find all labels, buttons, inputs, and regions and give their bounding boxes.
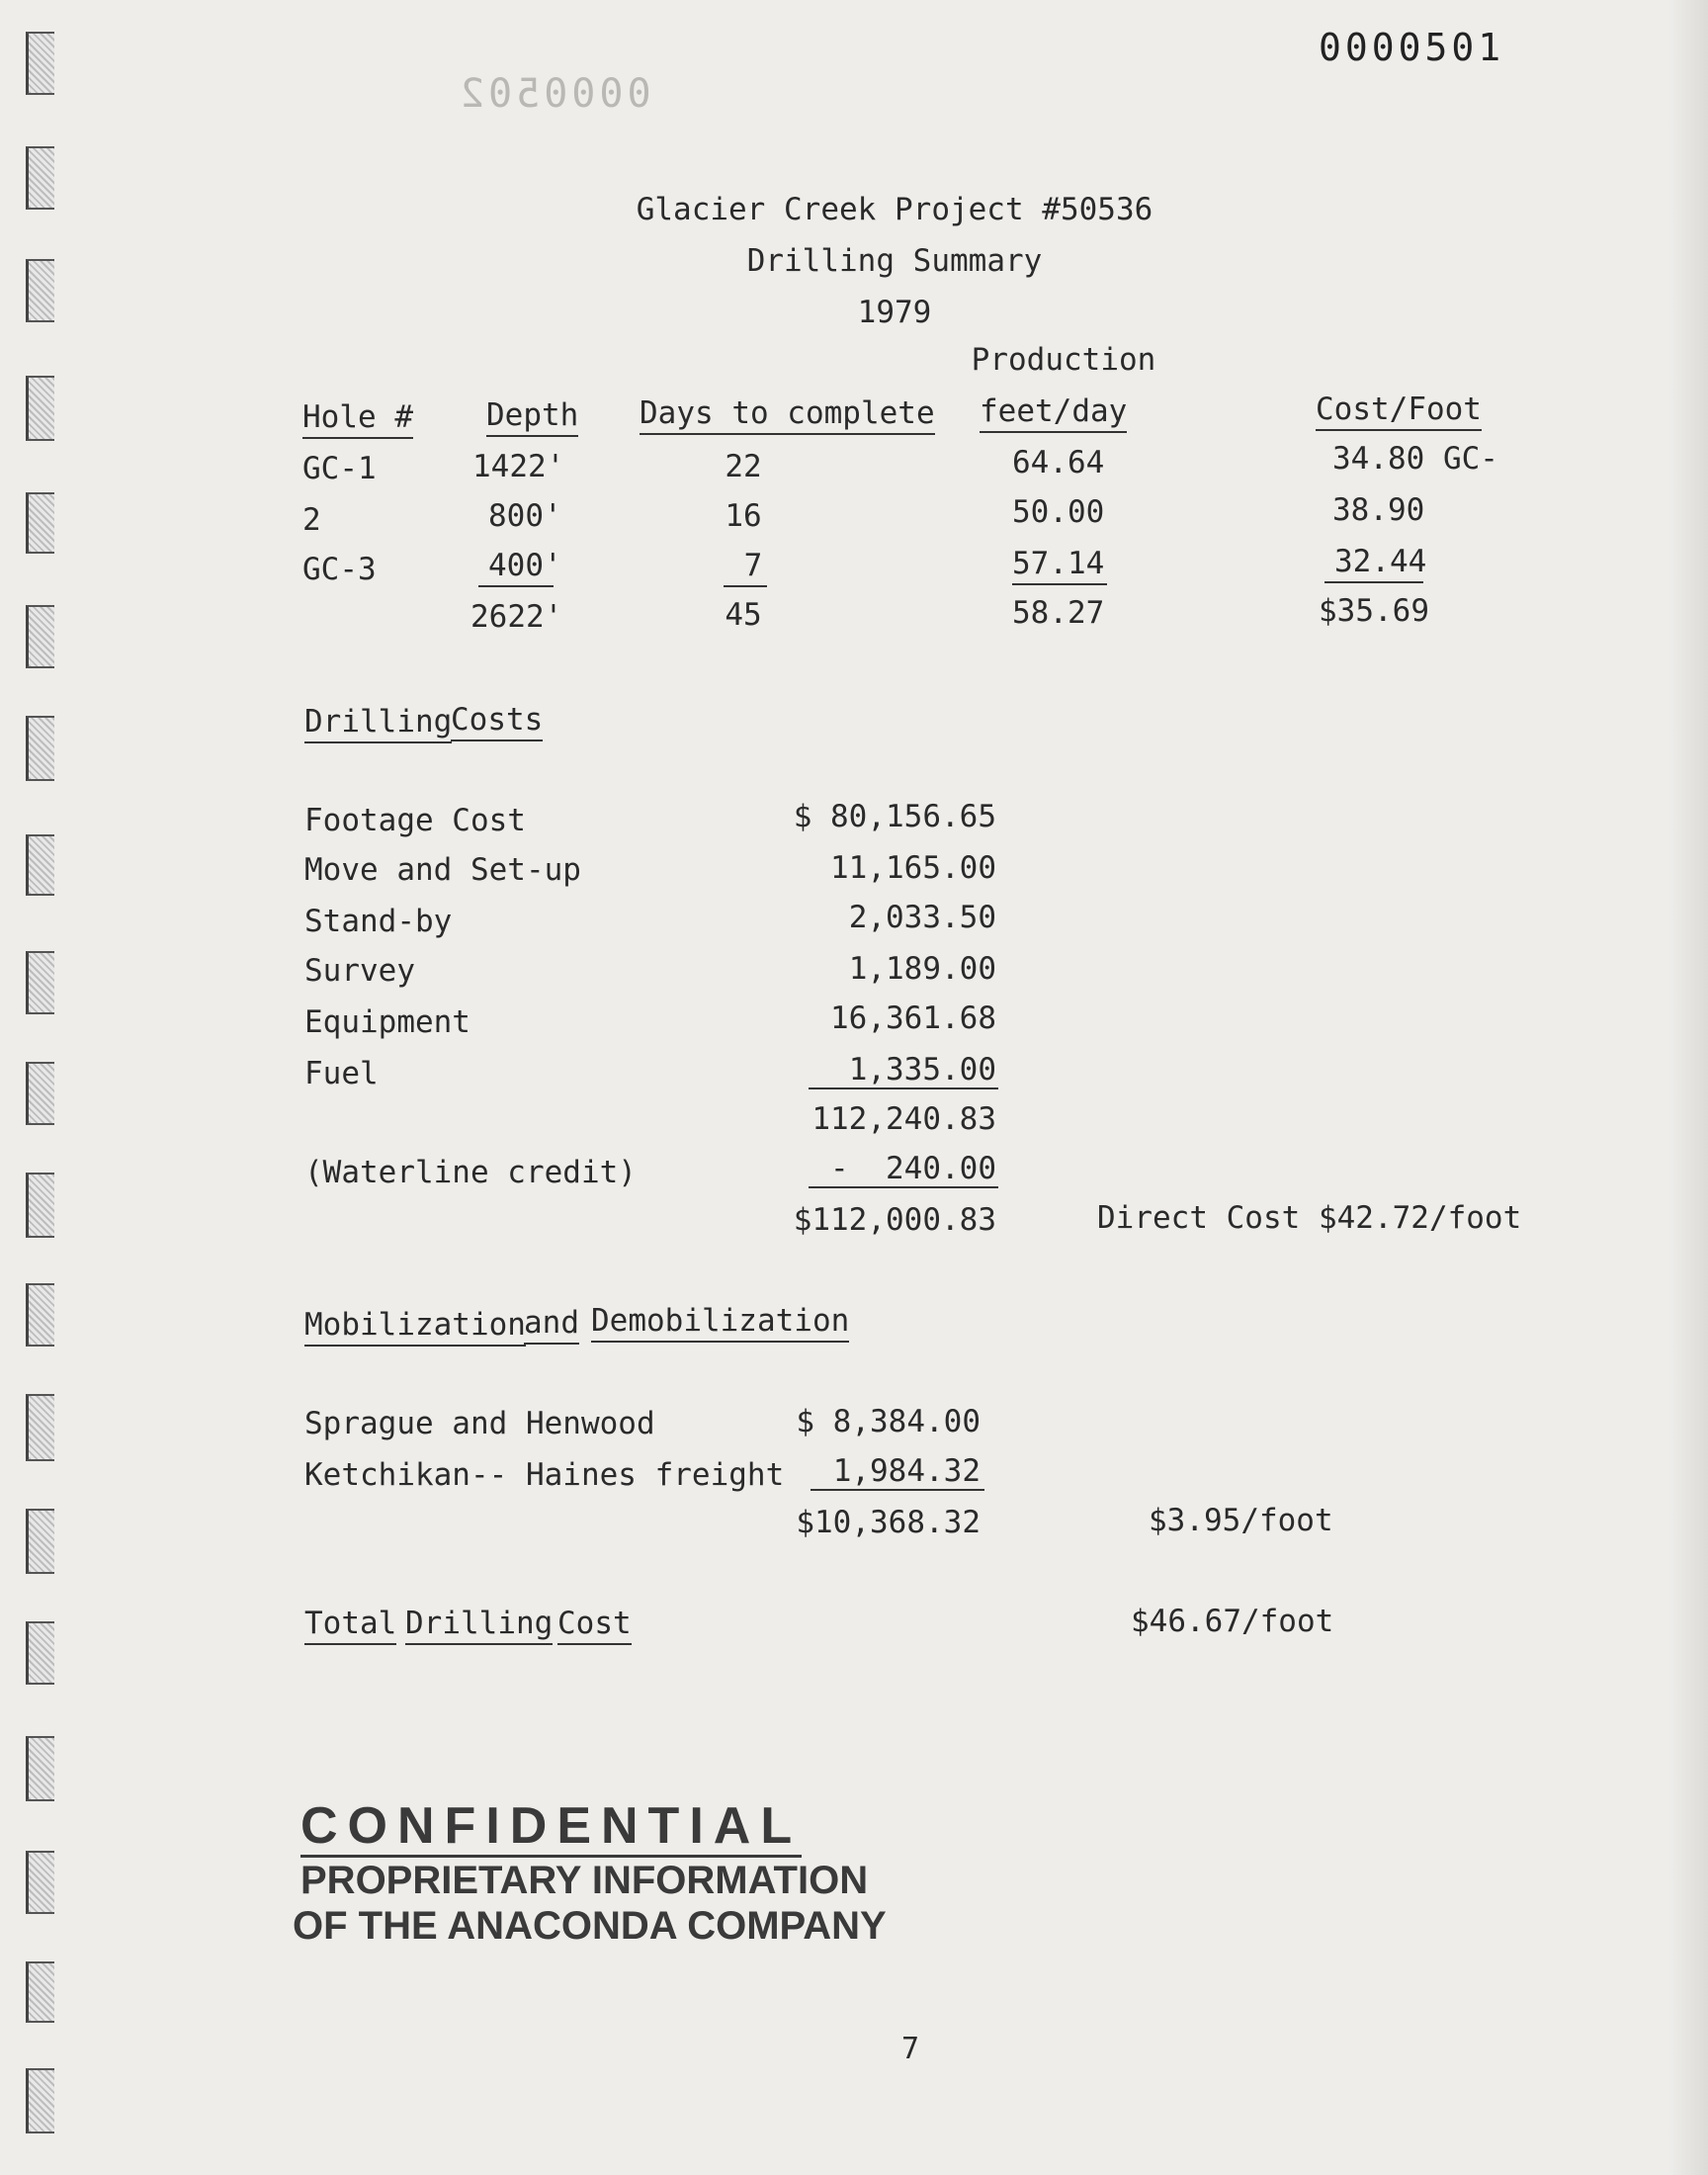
binding-mark: [26, 1283, 54, 1347]
document-year: 1979: [857, 295, 932, 330]
mobilization-heading-c: Demobilization: [591, 1303, 849, 1343]
credit-label: (Waterline credit): [304, 1155, 637, 1190]
binding-mark: [26, 376, 54, 441]
stamp-company: OF THE ANACONDA COMPANY: [293, 1904, 887, 1948]
underline-freight: [811, 1489, 984, 1491]
binding-mark: [26, 492, 54, 554]
row2-cost: 38.90: [1332, 492, 1425, 528]
row2-depth: 800': [488, 498, 562, 534]
drilling-costs-total: $112,000.83: [793, 1202, 996, 1238]
credit-value: - 240.00: [830, 1151, 996, 1186]
row1-hole: GC-1: [302, 451, 377, 486]
row4-days: 45: [725, 597, 762, 633]
binding-mark: [26, 2068, 54, 2133]
mobilization-label-freight: Ketchikan-- Haines freight: [304, 1457, 785, 1493]
binding-mark: [26, 1509, 54, 1574]
cost-value-equipment: 16,361.68: [830, 1000, 996, 1036]
binding-mark: [26, 834, 54, 896]
mobilization-heading-b: and: [524, 1305, 579, 1345]
row3-cost: 32.44: [1334, 544, 1427, 579]
binding-mark: [26, 605, 54, 668]
binding-mark: [26, 146, 54, 210]
total-drilling-per-foot: $46.67/foot: [1131, 1604, 1334, 1639]
cost-label-move: Move and Set-up: [304, 852, 581, 888]
row3-days: 7: [743, 548, 763, 583]
cost-value-fuel: 1,335.00: [848, 1052, 996, 1088]
underline-credit: [809, 1186, 998, 1188]
cost-value-footage: $ 80,156.65: [793, 799, 996, 834]
row4-cost: $35.69: [1319, 593, 1429, 629]
row1-days: 22: [725, 449, 762, 484]
mobilization-value-freight: 1,984.32: [832, 1453, 981, 1489]
binding-mark: [26, 1621, 54, 1685]
total-drilling-label-b: Drilling: [405, 1606, 553, 1645]
cost-value-move: 11,165.00: [830, 850, 996, 886]
row3-hole: GC-3: [302, 552, 377, 587]
cost-label-fuel: Fuel: [304, 1056, 379, 1091]
drilling-costs-heading-b: Costs: [451, 702, 543, 741]
cost-label-equipment: Equipment: [304, 1004, 470, 1040]
binding-mark: [26, 1736, 54, 1801]
row1-depth: 1422': [472, 449, 565, 484]
page-edge-shadow: [1668, 0, 1708, 2175]
document-subtitle: Drilling Summary: [746, 243, 1043, 279]
mobilization-label-sprague: Sprague and Henwood: [304, 1406, 655, 1441]
row1-production: 64.64: [1012, 445, 1105, 480]
direct-cost-per-foot: Direct Cost $42.72/foot: [1097, 1200, 1522, 1236]
row2-production: 50.00: [1012, 494, 1105, 530]
header-hole: Hole #: [302, 399, 413, 439]
bleed-through-number: 0000502: [457, 71, 651, 117]
cost-label-standby: Stand-by: [304, 904, 453, 939]
row2-hole: 2: [302, 502, 321, 538]
binding-mark: [26, 1851, 54, 1914]
header-cost-per-foot: Cost/Foot: [1316, 392, 1482, 431]
binding-mark: [26, 1961, 54, 2023]
total-drilling-label-a: Total: [304, 1606, 396, 1645]
cost-value-standby: 2,033.50: [848, 900, 996, 935]
mobilization-total: $10,368.32: [796, 1505, 981, 1540]
row4-production: 58.27: [1012, 595, 1105, 631]
binding-mark: [26, 716, 54, 781]
document-number: 0000501: [1319, 26, 1505, 69]
document-title: Glacier Creek Project #50536: [636, 192, 1153, 227]
cost-label-survey: Survey: [304, 953, 415, 989]
row3-depth: 400': [488, 548, 562, 583]
header-depth: Depth: [486, 397, 578, 437]
row3-production: 57.14: [1012, 546, 1105, 581]
header-production: Production: [971, 342, 1156, 378]
binding-mark: [26, 1173, 54, 1238]
underline-cost: [1324, 581, 1423, 583]
page-number: 7: [901, 2032, 920, 2066]
mobilization-per-foot: $3.95/foot: [1149, 1503, 1333, 1538]
header-feet-per-day: feet/day: [980, 393, 1127, 433]
mobilization-value-sprague: $ 8,384.00: [796, 1404, 981, 1439]
header-days: Days to complete: [640, 395, 935, 435]
binding-mark: [26, 1062, 54, 1125]
binding-mark: [26, 32, 54, 95]
cost-subtotal: 112,240.83: [811, 1101, 996, 1137]
cost-value-survey: 1,189.00: [848, 951, 996, 987]
binding-mark: [26, 951, 54, 1014]
confidential-stamp: [293, 1797, 887, 1949]
row4-depth: 2622': [470, 599, 563, 635]
underline-production: [1012, 583, 1107, 585]
underline-depth: [478, 585, 554, 587]
stamp-proprietary: PROPRIETARY INFORMATION: [300, 1859, 869, 1902]
row1-cost: 34.80 GC-: [1332, 441, 1498, 477]
drilling-costs-heading-a: Drilling: [304, 704, 452, 743]
binding-mark: [26, 259, 54, 322]
stamp-confidential: CONFIDENTIAL: [300, 1797, 802, 1858]
binding-mark: [26, 1394, 54, 1461]
cost-label-footage: Footage Cost: [304, 803, 526, 838]
underline-fuel: [809, 1088, 998, 1089]
total-drilling-label-c: Cost: [557, 1606, 632, 1645]
mobilization-heading-a: Mobilization: [304, 1307, 526, 1347]
underline-days: [724, 585, 767, 587]
row2-days: 16: [725, 498, 762, 534]
